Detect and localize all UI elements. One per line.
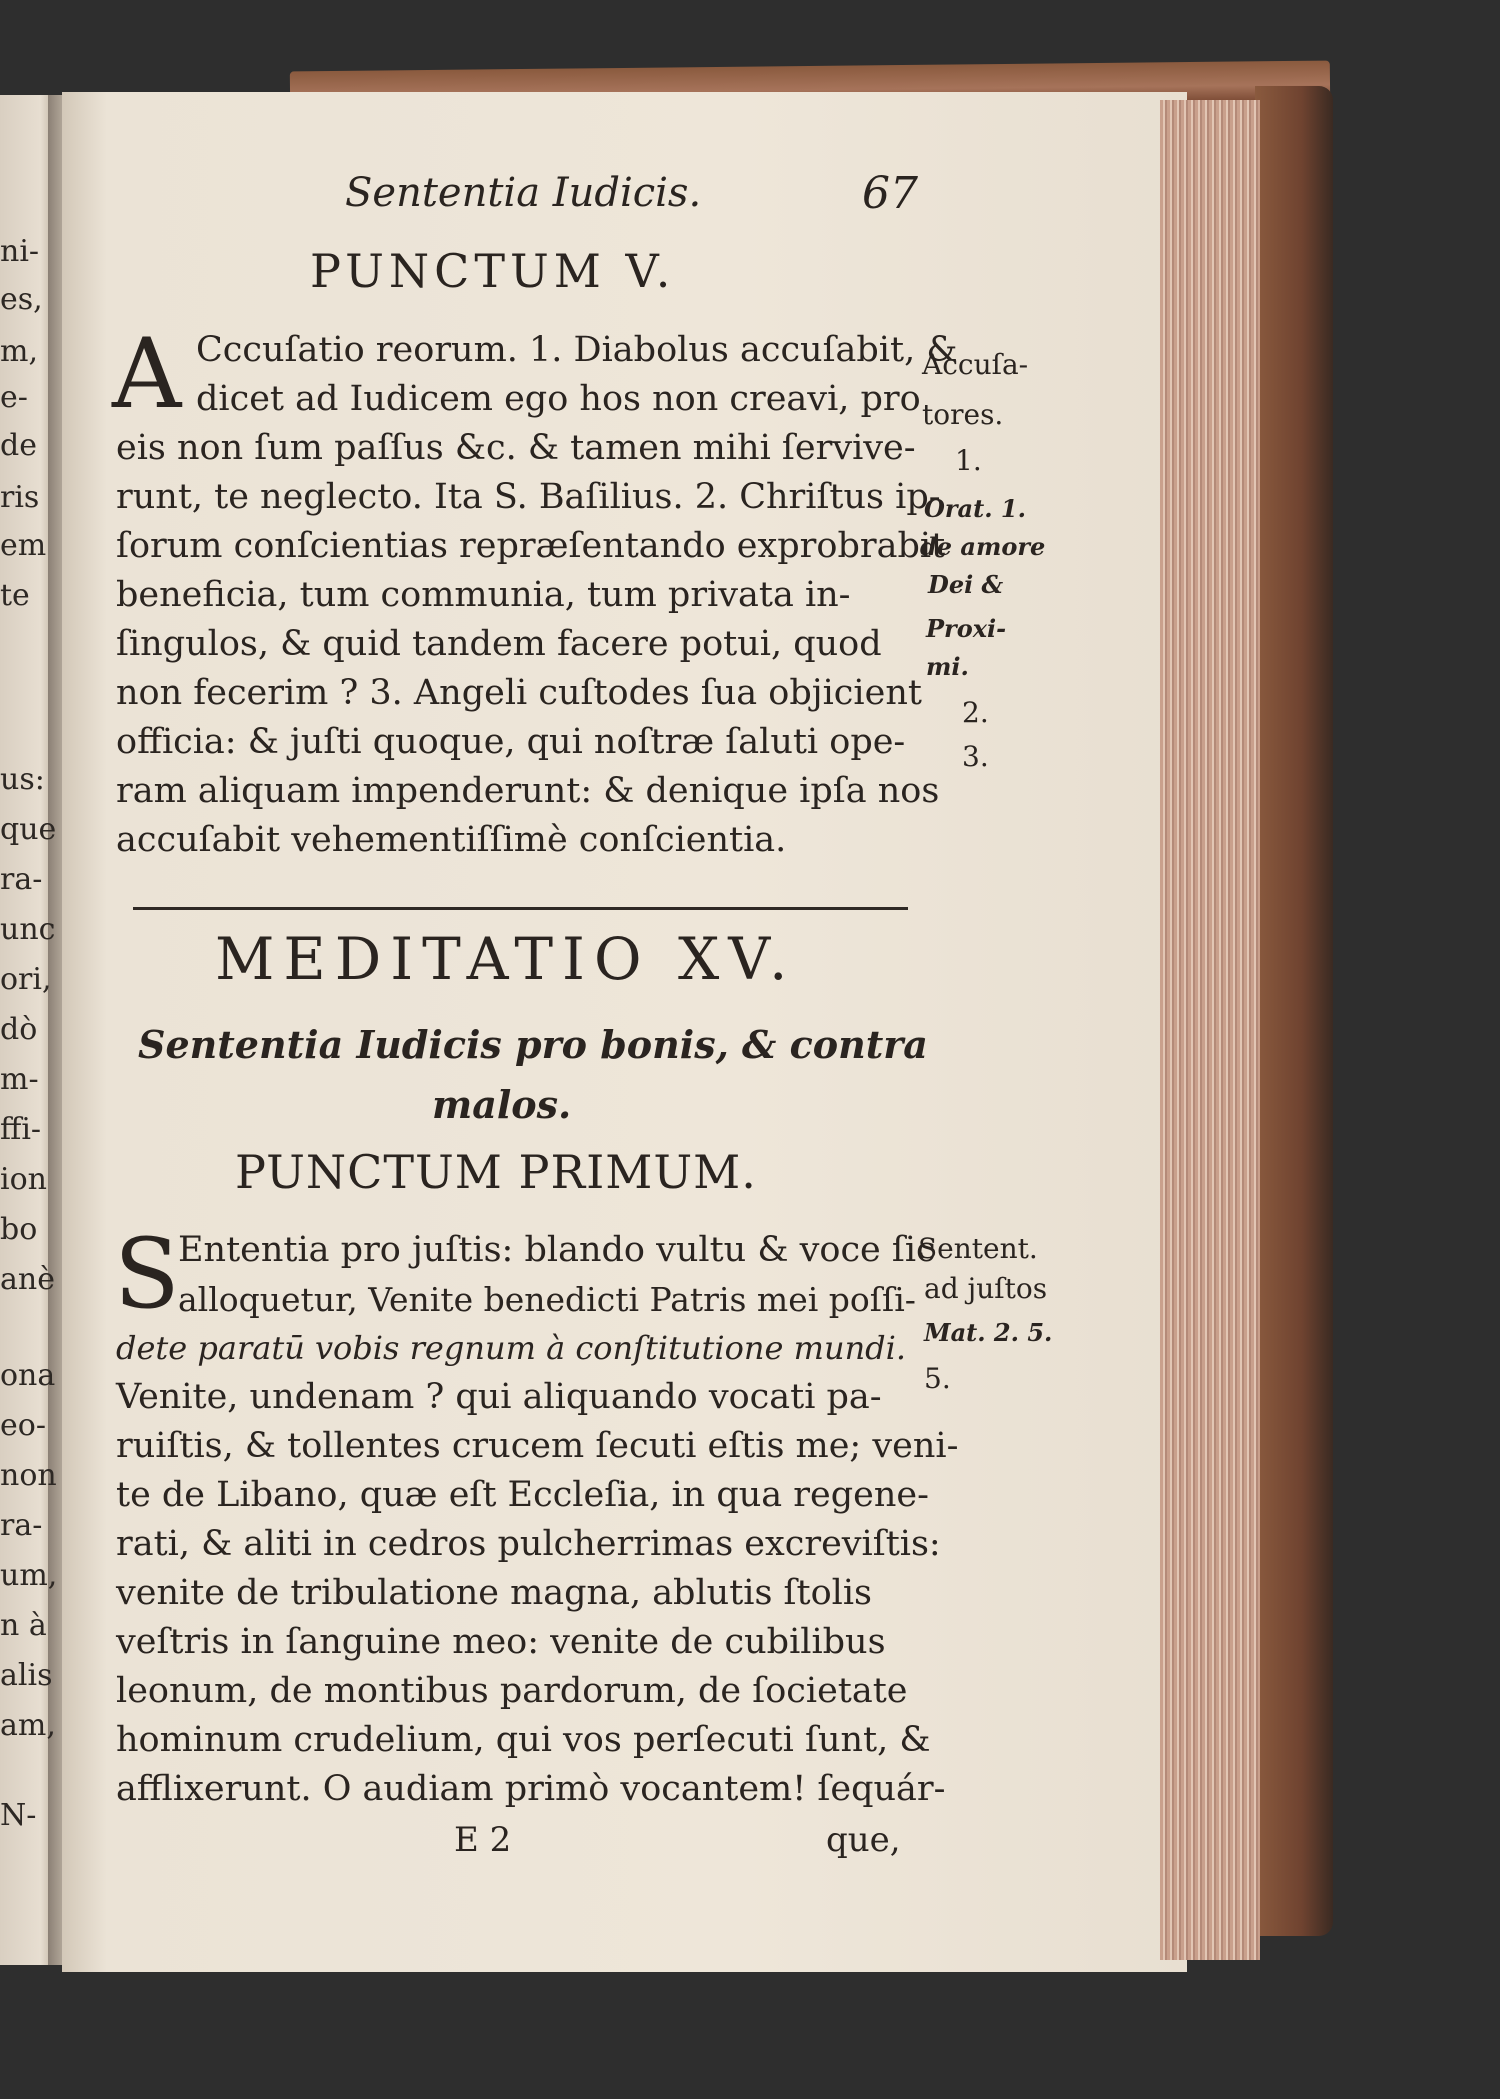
text-line: ram aliquam impenderunt: & denique ipſa nos: [116, 771, 940, 811]
text-line: rati, & aliti in cedros pulcherrimas excreviſtis:: [116, 1524, 941, 1564]
text-line: alloquetur, Venite benedicti Patris mei poſſi-: [178, 1280, 916, 1319]
running-title: Sententia Iudicis.: [345, 170, 702, 216]
margin-note: de amore: [920, 532, 1046, 561]
margin-note: Dei &: [928, 570, 1004, 599]
drop-cap: S: [114, 1218, 180, 1330]
text-line: ruiſtis, & tollentes crucem ſecuti eſtis me; veni-: [116, 1426, 959, 1466]
margin-note: tores.: [922, 398, 1004, 431]
text-line: Ententia pro juſtis: blando vultu & voce ſic: [178, 1230, 936, 1270]
left-fragment: m,: [0, 334, 38, 369]
left-fragment: em: [0, 528, 47, 563]
left-fragment: ni-: [0, 234, 40, 269]
left-fragment: m-: [0, 1062, 39, 1097]
left-fragment: es,: [0, 282, 43, 317]
text-line: leonum, de montibus pardorum, de ſocietate: [116, 1671, 908, 1711]
text-line: beneficia, tum communia, tum privata in-: [116, 575, 851, 615]
text-line: venite de tribulatione magna, ablutis ſtolis: [116, 1573, 872, 1613]
text-line: dicet ad Iudicem ego hos non creavi, pro: [196, 379, 921, 419]
left-fragment: n à: [0, 1608, 47, 1643]
left-fragment: de: [0, 428, 37, 463]
left-fragment: te: [0, 578, 30, 613]
margin-note: 5.: [924, 1362, 951, 1395]
margin-note: Mat. 2. 5.: [924, 1318, 1053, 1347]
text-line: accuſabit vehementiſſimè conſcientia.: [116, 820, 787, 860]
text-line: runt, te neglecto. Ita S. Baſilius. 2. Chriſtus ip-: [116, 477, 941, 517]
left-fragment: ffi-: [0, 1112, 42, 1147]
margin-note: 2.: [962, 696, 989, 729]
meditatio-subtitle: malos.: [432, 1082, 572, 1127]
left-fragment: bo: [0, 1212, 38, 1247]
text-line: eis non ſum paſſus &c. & tamen mihi ſervive-: [116, 428, 916, 468]
left-fragment: e-: [0, 380, 28, 415]
text-line: ſingulos, & quid tandem facere potui, quod: [116, 624, 882, 664]
text-line: hominum crudelium, qui vos perſecuti ſunt, &: [116, 1720, 931, 1760]
text-line: veſtris in ſanguine meo: venite de cubilibus: [116, 1622, 886, 1662]
left-fragment: non: [0, 1458, 57, 1493]
margin-note: 1.: [955, 444, 982, 477]
left-fragment: ona: [0, 1358, 56, 1393]
text-line: ſorum conſcientias repræſentando exprobrabit: [116, 526, 946, 566]
meditatio-subtitle: Sententia Iudicis pro bonis, & contra: [138, 1022, 928, 1067]
left-fragment: ori,: [0, 962, 52, 997]
left-fragment: ra-: [0, 1508, 43, 1543]
left-fragment: eo-: [0, 1408, 46, 1443]
book-cover-edge: [1255, 86, 1333, 1936]
margin-note: Accuſa-: [922, 348, 1029, 381]
punctum-v-heading: PUNCTUM V.: [310, 244, 676, 298]
margin-note: mi.: [926, 652, 969, 681]
text-line: dete paratū vobis regnum à conſtitutione mundi.: [116, 1329, 907, 1367]
left-fragment: us:: [0, 762, 45, 797]
drop-cap: A: [112, 318, 182, 430]
left-fragment: ra-: [0, 862, 43, 897]
text-line: afflixerunt. O audiam primò vocantem! ſequár-: [116, 1769, 946, 1809]
text-line: Venite, undenam ? qui aliquando vocati pa-: [116, 1377, 882, 1417]
left-fragment: am,: [0, 1708, 56, 1743]
text-line: non fecerim ? 3. Angeli cuſtodes ſua objicient: [116, 673, 922, 713]
left-fragment: N-: [0, 1798, 37, 1833]
section-rule: [133, 907, 908, 910]
margin-note: Proxi-: [926, 614, 1007, 643]
left-fragment: que: [0, 812, 57, 847]
page-edges: [1160, 100, 1260, 1960]
left-fragment: unc: [0, 912, 56, 947]
left-fragment: anè: [0, 1262, 55, 1297]
margin-note: ad juſtos: [924, 1272, 1048, 1305]
text-line: Cccuſatio reorum. 1. Diabolus accuſabit, &: [196, 330, 958, 370]
margin-note: Orat. 1.: [924, 494, 1026, 523]
signature-mark: E 2: [454, 1820, 512, 1860]
left-fragment: dò: [0, 1012, 38, 1047]
text-line: te de Libano, quæ eſt Eccleſia, in qua regene-: [116, 1475, 929, 1515]
left-fragment: ris: [0, 480, 40, 515]
punctum-primum-heading: PUNCTUM PRIMUM.: [235, 1145, 757, 1199]
page-number: 67: [862, 168, 918, 219]
catchword: que,: [826, 1820, 901, 1860]
margin-note: Sentent.: [918, 1232, 1038, 1265]
margin-note: 3.: [962, 740, 989, 773]
left-fragment: um,: [0, 1558, 58, 1593]
text-line: officia: & juſti quoque, qui noſtræ ſaluti ope-: [116, 722, 906, 762]
meditatio-title: MEDITATIO XV.: [215, 925, 797, 993]
left-fragment: alis: [0, 1658, 53, 1693]
left-fragment: ion: [0, 1162, 47, 1197]
